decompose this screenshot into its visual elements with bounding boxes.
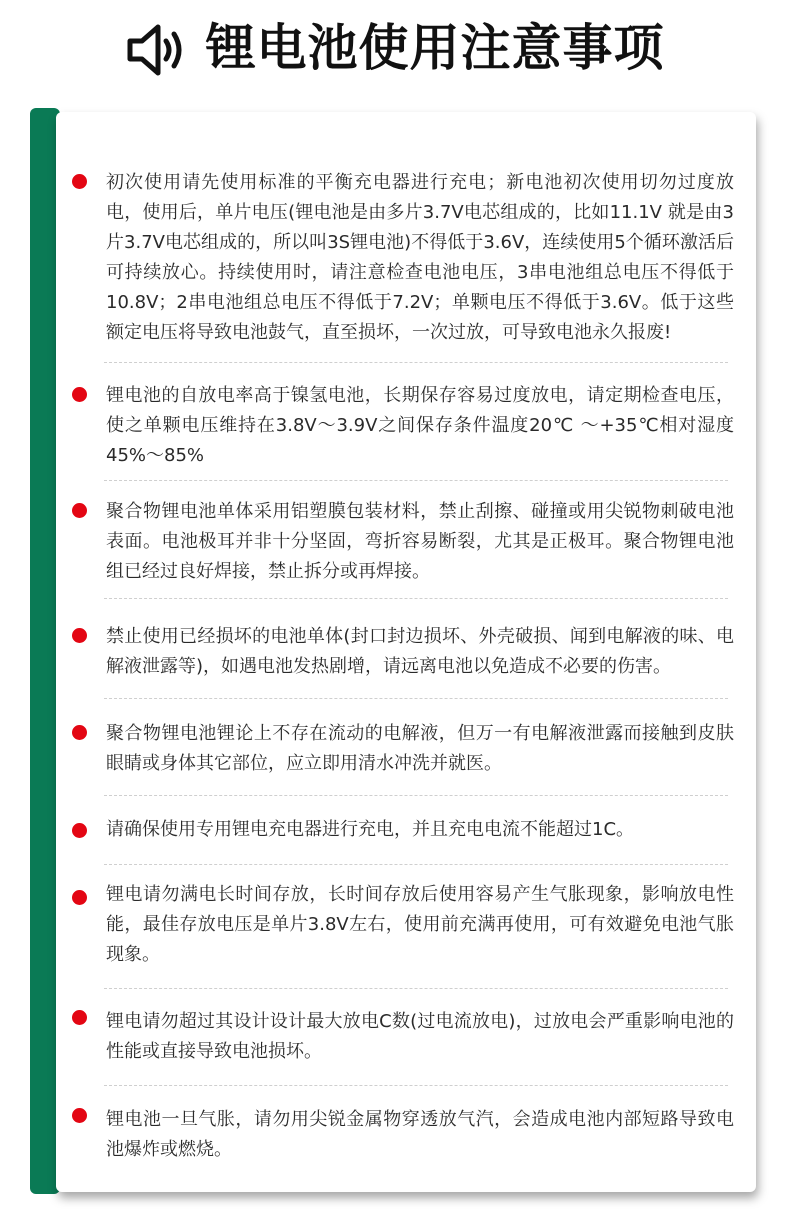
bullet-dot-icon <box>72 387 87 402</box>
note-text: 锂电池一旦气胀，请勿用尖锐金属物穿透放气汽，会造成电池内部短路导致电池爆炸或燃烧。 <box>106 1109 734 1160</box>
divider <box>104 1085 728 1086</box>
divider <box>104 698 728 699</box>
speaker-icon <box>126 17 192 83</box>
bullet-dot-icon <box>72 823 87 838</box>
note-text: 初次使用请先使用标准的平衡充电器进行充电；新电池初次使用切勿过度放电，使用后，单片电压(锂电池是由多片3.7V电芯组成的，比如11.1V 就是由3片3.7V电芯组成的，所以叫3S锂电池)不得低于3.6V，连续使用5个循环激活后可持续放心。持续使用时，请注意检查电池电压，3串电池组总电压不得低于10.8V；2串电池组总电压不得低于7.2V；单颗电压不得低于3.6V。低于这些额定电压将导致电池鼓气，直至损坏，一次过放，可导致电池永久报废! <box>106 172 734 343</box>
bullet-dot-icon <box>72 628 87 643</box>
bullet-dot-icon <box>72 503 87 518</box>
note-text: 禁止使用已经损坏的电池单体(封口封边损坏、外壳破损、闻到电解液的味、电解液泄露等)，如遇电池发热剧增，请远离电池以免造成不必要的伤害。 <box>106 626 734 677</box>
divider <box>104 988 728 989</box>
divider <box>104 362 728 363</box>
bullet-dot-icon <box>72 725 87 740</box>
page-title: 锂电池使用注意事项 <box>205 19 665 77</box>
bullet-dot-icon <box>72 890 87 905</box>
bullet-dot-icon <box>72 1010 87 1025</box>
divider <box>104 598 728 599</box>
bullet-dot-icon <box>72 174 87 189</box>
note-text: 锂电请勿满电长时间存放，长时间存放后使用容易产生气胀现象，影响放电性能，最佳存放电压是单片3.8V左右，使用前充满再使用，可有效避免电池气胀现象。 <box>106 884 734 965</box>
note-text: 锂电池的自放电率高于镍氢电池，长期保存容易过度放电，请定期检查电压，使之单颗电压维持在3.8V～3.9V之间保存条件温度20℃ ～+35℃相对湿度45%～85% <box>106 385 734 466</box>
divider <box>104 795 728 796</box>
divider <box>104 480 728 481</box>
note-text: 聚合物锂电池单体采用铝塑膜包装材料，禁止刮擦、碰撞或用尖锐物刺破电池表面。电池极耳并非十分坚固，弯折容易断裂，尤其是正极耳。聚合物锂电池组已经过良好焊接，禁止拆分或再焊接。 <box>106 501 734 582</box>
note-text: 锂电请勿超过其设计设计最大放电C数(过电流放电)，过放电会严重影响电池的性能或直接导致电池损坏。 <box>106 1011 734 1062</box>
note-text: 聚合物锂电池锂论上不存在流动的电解液，但万一有电解液泄露而接触到皮肤眼睛或身体其它部位，应立即用清水冲洗并就医。 <box>106 723 734 774</box>
note-text: 请确保使用专用锂电充电器进行充电，并且充电电流不能超过1C。 <box>106 819 635 840</box>
bullet-dot-icon <box>72 1108 87 1123</box>
divider <box>104 864 728 865</box>
page-header <box>0 0 790 96</box>
